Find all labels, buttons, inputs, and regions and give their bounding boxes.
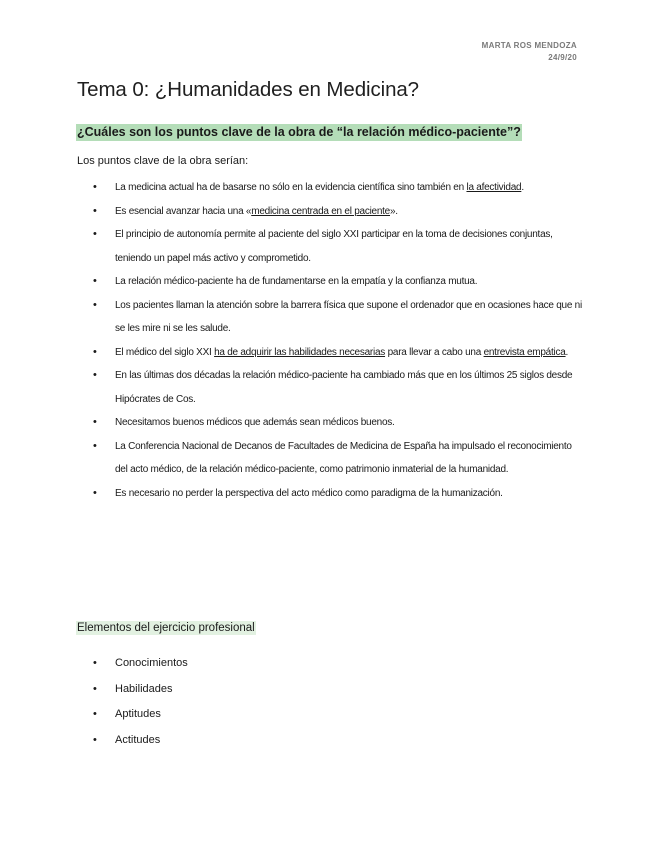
element-item: • Aptitudes — [93, 702, 393, 728]
list-item — [93, 364, 583, 411]
list-item-text: Los pacientes llaman la atención sobre la barrera física que supone el ordenador que en ocasiones hace que ni se les mire ni se les salude. — [115, 299, 582, 334]
list-item-text: . — [521, 182, 524, 193]
elements-list — [93, 651, 393, 753]
list-item — [93, 176, 583, 200]
list-item — [93, 341, 583, 365]
intro-text: Los puntos clave de la obra serían: — [77, 155, 249, 167]
list-item-text: para llevar a cabo una — [385, 346, 484, 358]
list-item-text: El principio de autonomía permite al paciente del siglo XXI participar en la toma de decisiones conjuntas, teniendo un papel más activo y comprometido. — [115, 229, 553, 264]
key-question-text: ¿Cuáles son los puntos clave de la obra de “la relación médico-paciente”? — [77, 125, 521, 139]
key-points-list — [93, 176, 583, 505]
list-item — [93, 411, 583, 435]
key-question-heading — [76, 122, 522, 142]
list-item-text: La Conferencia Nacional de Decanos de Facultades de Medicina de España ha impulsado el reconocimiento del acto médico, de la relación médico-paciente, como patrimonio inmaterial de la humanidad. — [115, 440, 572, 475]
list-item-text: La medicina actual ha de basarse no sólo en la evidencia científica sino también en — [115, 182, 467, 193]
list-item — [93, 200, 583, 224]
list-item — [93, 270, 583, 294]
document-header — [482, 40, 577, 64]
list-item — [93, 482, 583, 506]
element-item: • Habilidades — [93, 677, 393, 703]
underlined-text: la afectividad — [466, 182, 522, 193]
underlined-text: medicina centrada en el paciente — [251, 205, 390, 217]
author-name: MARTA ROS MENDOZA — [481, 41, 577, 50]
list-item-text: La relación médico-paciente ha de fundamentarse en la empatía y la confianza mutua. — [115, 276, 478, 287]
list-item-text: Es necesario no perder la perspectiva del acto médico como paradigma de la humanización. — [115, 487, 503, 499]
element-item: • Actitudes — [93, 728, 393, 754]
list-item-text: El médico del siglo XXI — [115, 346, 215, 358]
page-title: Tema 0: ¿Humanidades en Medicina? — [77, 78, 419, 101]
list-item-text: Es esencial avanzar hacia una « — [115, 205, 252, 217]
underlined-text: ha de adquirir las habilidades necesarias — [214, 346, 386, 358]
element-item: • Conocimientos — [93, 651, 393, 677]
underlined-text: entrevista empática — [483, 346, 566, 358]
document-date: 24/9/20 — [548, 53, 577, 62]
list-item-text: En las últimas dos décadas la relación médico-paciente ha cambiado más que en los últimos 25 siglos desde Hipócrates de Cos. — [115, 370, 573, 405]
list-item-text: ». — [390, 205, 398, 217]
list-item — [93, 294, 583, 341]
list-item — [93, 223, 583, 270]
section-heading-text: Elementos del ejercicio profesional — [77, 622, 255, 634]
list-item-text: . — [565, 346, 569, 358]
section-heading — [76, 619, 256, 637]
list-item-text: Necesitamos buenos médicos que además sean médicos buenos. — [115, 417, 395, 428]
list-item — [93, 435, 583, 482]
